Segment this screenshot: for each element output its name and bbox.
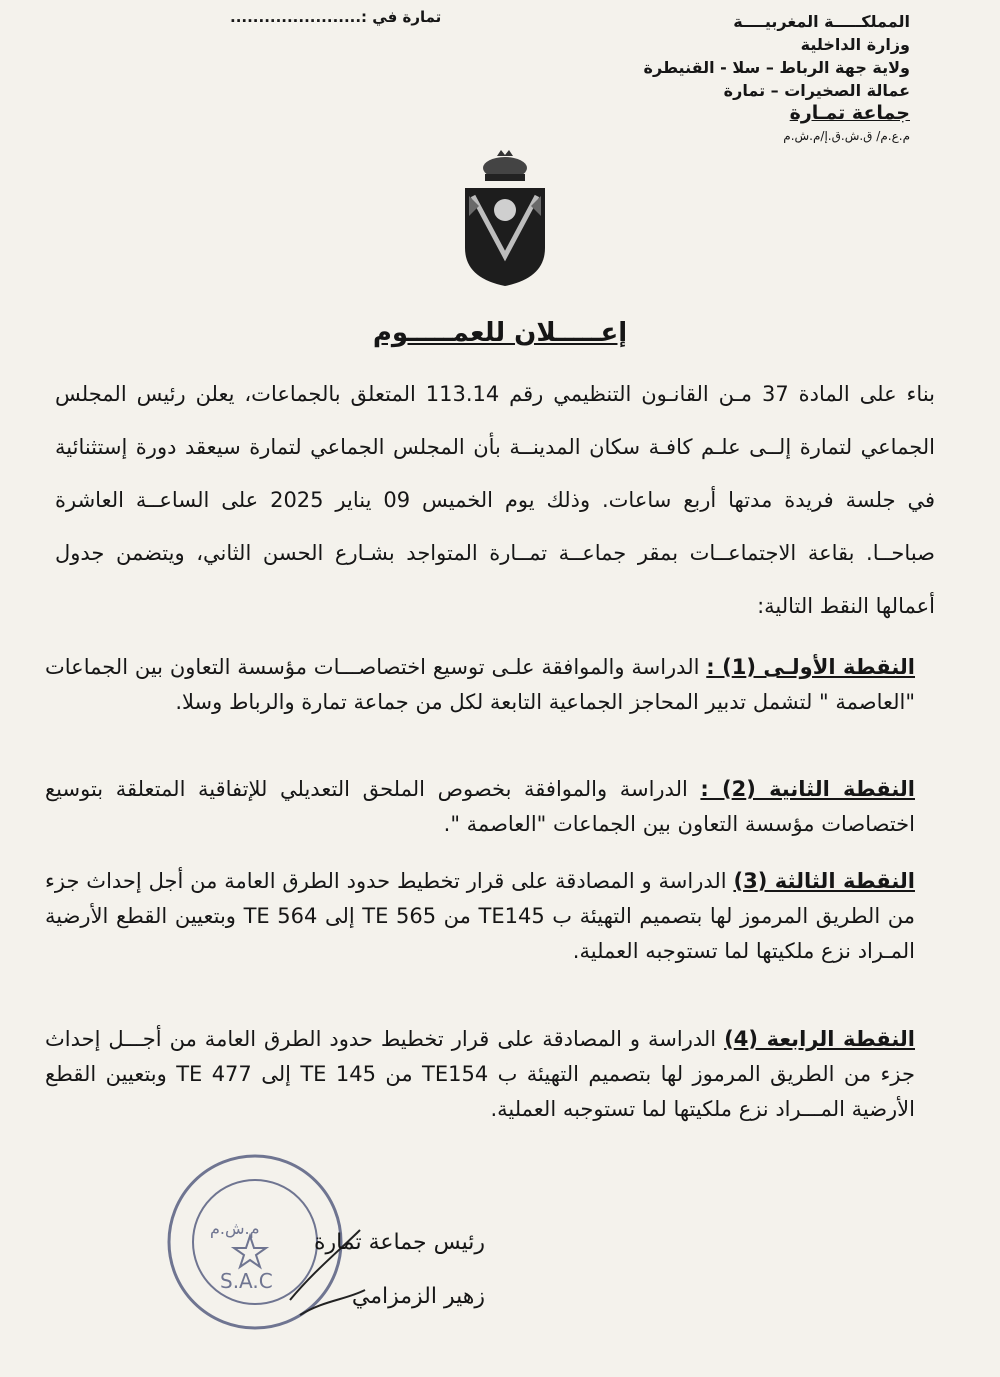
reference-number: م.ع.م/ ق.ش.ق.إ/م.ش.م [783, 129, 910, 143]
coat-of-arms-icon [455, 148, 555, 288]
region-line: ولاية جهة الرباط – سلا - القنيطرة [643, 58, 910, 77]
ministry-line: وزارة الداخلية [800, 35, 910, 54]
agenda-point-label: النقطة الثالثة (3) [733, 869, 915, 893]
agenda-point-label: النقطة الثانية (2) : [700, 777, 915, 801]
agenda-point-2 [45, 772, 915, 842]
place-date: تمارة في :....................... [230, 8, 442, 26]
signature-name: زهير الزمزامي [351, 1284, 485, 1309]
intro-paragraph: بناء على المادة 37 مـن القانـون التنظيمي رقم 113.14 المتعلق بالجماعات، يعلن رئيس المجلس الجماعي لتمارة إلــى علـم كافـة سكان المدينــة بأن المجلس الجماعي لتمارة سيعقد دورة إستثنائية في جلسة فريدة مدتها أربع ساعات. وذلك يوم الخميس 09 يناير 2025 على الساعــة العاشرة صباحــا. بقاعة الاجتماعــات بمقر جماعــة تمــارة المتواجد بشـارع الحسن الثاني، ويتضمن جدول أعمالها النقط التالية: [55, 382, 936, 618]
agenda-point-label: النقطة الرابعة (4) [724, 1027, 915, 1051]
agenda-point-4 [45, 1022, 915, 1127]
agenda-point-text: الدراسة و المصادقة على قرار تخطيط حدود الطرق العامة من أجـــل إحداث جزء من الطريق المرموز لها بتصميم التهيئة ب TE154 من TE 145 إلى TE 477 وبتعيين القطع الأرضية المـــراد نزع ملكيتها لما تستوجبه العملية. [45, 1027, 915, 1121]
agenda-point-text: الدراسة والموافقة بخصوص الملحق التعديلي للإتفاقية المتعلقة بتوسيع اختصاصات مؤسسة التعاون بين الجماعات "العاصمة ". [45, 777, 915, 836]
letterhead [590, 10, 910, 148]
announcement-title: إعـــــلان للعمـــــوم [372, 318, 628, 348]
agenda-point-1 [45, 650, 915, 720]
stamp-code: S.A.C [220, 1269, 273, 1293]
agenda-point-label: النقطة الأولـى (1) : [706, 655, 915, 679]
signature-role: رئيس جماعة تمارة [313, 1230, 485, 1255]
agenda-point-text: الدراسة و المصادقة على قرار تخطيط حدود الطرق العامة من أجل إحداث جزء من الطريق المرموز لها بتصميم التهيئة ب TE145 من TE 565 إلى TE 564 وبتعيين القطع الأرضية المـراد نزع ملكيتها لما تستوجبه العملية. [45, 869, 915, 963]
commune-line: جماعة تمـارة [789, 102, 910, 124]
prefecture-line: عمالة الصخيرات – تمارة [723, 81, 910, 100]
agenda-point-text: الدراسة والموافقة علـى توسيع اختصاصـــات مؤسسة التعاون بين الجماعات "العاصمة " لتشمل تدبير المحاجز الجماعية التابعة لكل من جماعة تمارة والرباط وسلا. [45, 655, 915, 714]
stamp-inner-text: م.ش.م [210, 1219, 260, 1238]
kingdom-line: المملكـــــة المغربيــــة [733, 12, 910, 31]
agenda-point-3 [45, 864, 915, 969]
